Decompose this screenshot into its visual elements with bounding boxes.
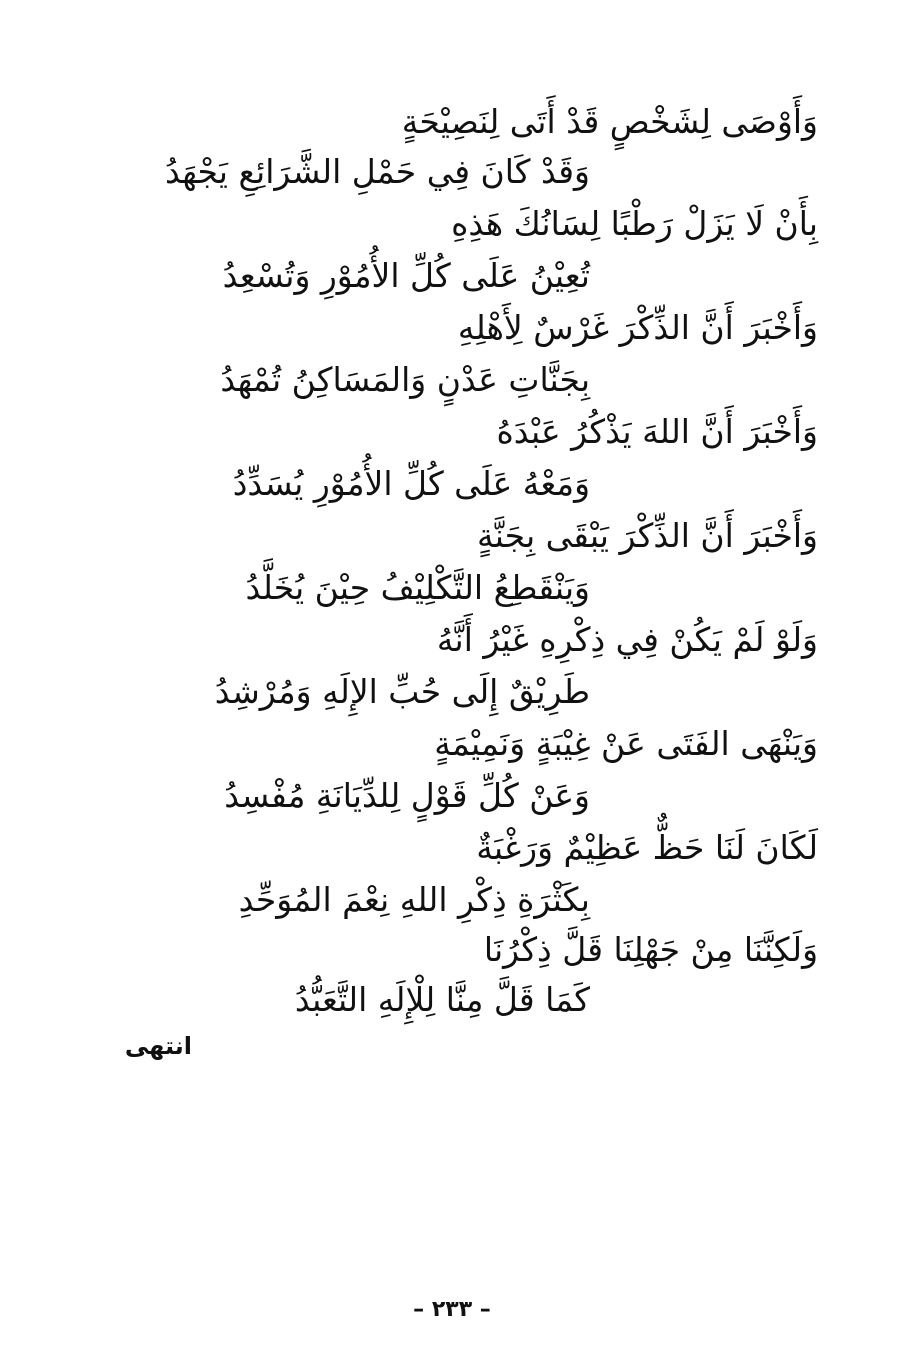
poem-line: تُعِيْنُ عَلَى كُلِّ الأُمُوْرِ وَتُسْعِدُ [222, 256, 590, 295]
poem-line: كَمَا قَلَّ مِنَّا لِلْإِلَهِ التَّعَبُّدُ [294, 980, 590, 1019]
poem-line: وَعَنْ كُلِّ قَوْلٍ لِلدِّيَانَةِ مُفْسِدُ [224, 776, 590, 815]
poem-line: وَأَخْبَرَ أَنَّ الذِّكْرَ غَرْسٌ لِأَهْلِهِ [457, 308, 818, 347]
poem-ending: انتهى [124, 1032, 192, 1060]
poem-line: وَأَخْبَرَ أَنَّ الذِّكْرَ يَبْقَى بِجَنَّةٍ [477, 516, 818, 555]
poem-line: وَمَعْهُ عَلَى كُلِّ الأُمُوْرِ يُسَدِّدُ [232, 464, 590, 503]
poem-line: وَيَنْهَى الفَتَى عَنْ غِيْبَةٍ وَنَمِيْمَةٍ [434, 724, 818, 763]
page-number: – ٢٣٣ – [413, 1297, 491, 1322]
poem-line: بِأَنْ لَا يَزَلْ رَطْبًا لِسَانُكَ هَذِهِ [451, 204, 818, 243]
poem-line: وَأَوْصَى لِشَخْصٍ قَدْ أَتَى لِنَصِيْحَةٍ [401, 102, 818, 141]
poem-line: وَلَكِنَّنَا مِنْ جَهْلِنَا قَلَّ ذِكْرُنَا [483, 930, 818, 969]
poem-line: وَقَدْ كَانَ فِي حَمْلِ الشَّرَائِعِ يَجْهَدُ [164, 152, 590, 191]
poem-line: وَيَنْقَطِعُ التَّكْلِيْفُ حِيْنَ يُخَلَّدُ [245, 568, 590, 607]
poem-line: بِجَنَّاتِ عَدْنٍ وَالمَسَاكِنُ تُمْهَدُ [220, 360, 590, 399]
poem-line: طَرِيْقٌ إِلَى حُبِّ الإِلَهِ وَمُرْشِدُ [214, 672, 590, 711]
poem-line: بِكَثْرَةِ ذِكْرِ اللهِ نِعْمَ المُوَحِّدِ [238, 880, 590, 919]
poem-line: وَأَخْبَرَ أَنَّ اللهَ يَذْكُرُ عَبْدَهُ [496, 412, 818, 451]
poem-line: لَكَانَ لَنَا حَظٌّ عَظِيْمٌ وَرَغْبَةٌ [476, 828, 818, 867]
poem-line: وَلَوْ لَمْ يَكُنْ فِي ذِكْرِهِ غَيْرُ أَنَّهُ [436, 620, 818, 659]
